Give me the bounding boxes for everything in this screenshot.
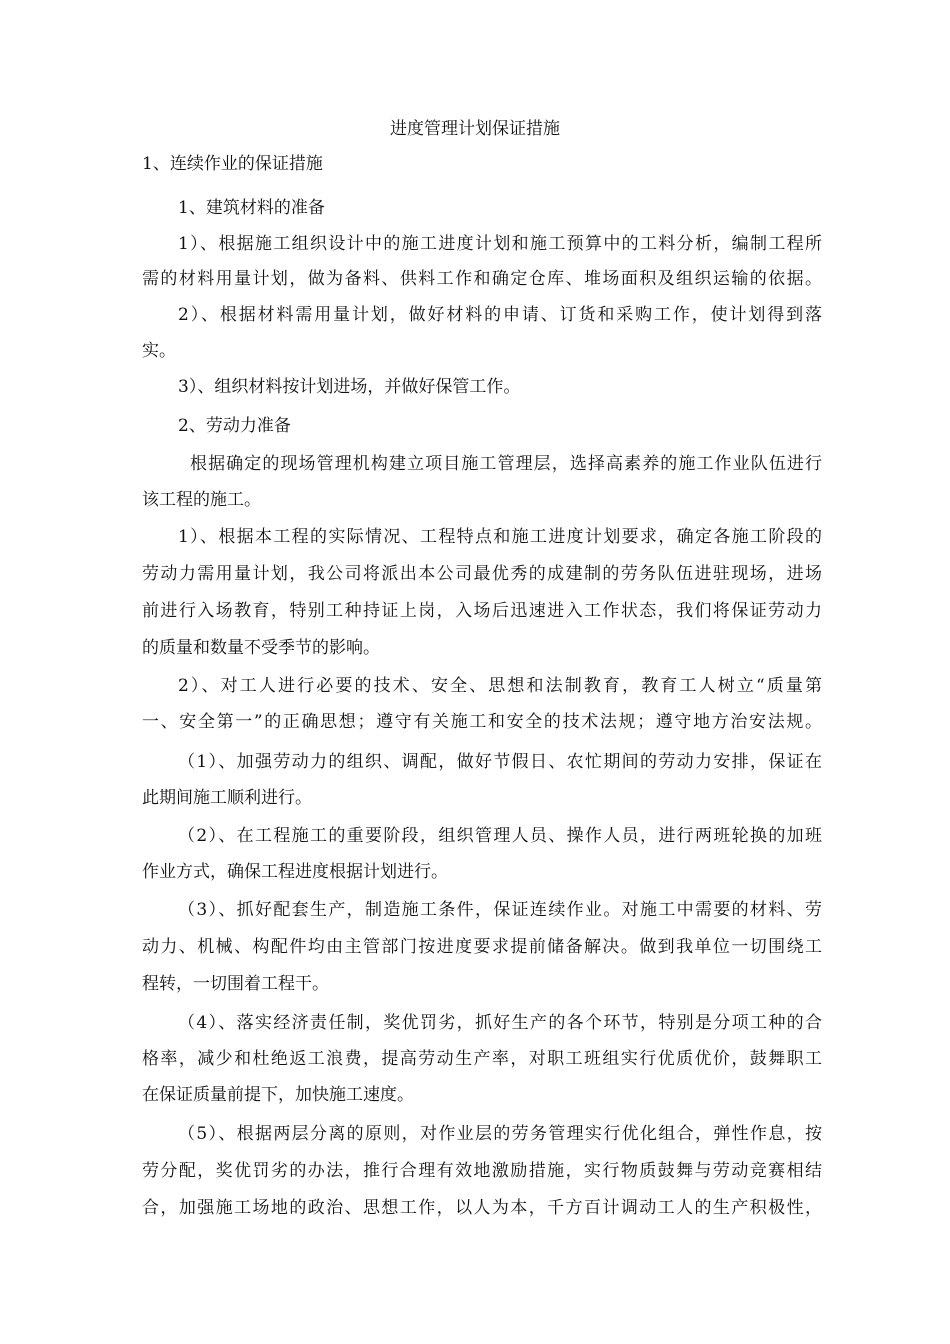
paragraph-line: 在保证质量前提下，加快施工速度。 [142, 1085, 414, 1105]
paragraph-line: 需的材料用量计划，做为备料、供料工作和确定仓库、堆场面积及组织运输的依据。 [142, 269, 822, 289]
paragraph-line: 实。 [142, 341, 176, 361]
paragraph-line: 劳分配，奖优罚劣的办法，推行合理有效地激励措施，实行物质鼓舞与劳动竞赛相结 [142, 1161, 822, 1181]
paragraph-line: （1）、加强劳动力的组织、调配，做好节假日、农忙期间的劳动力安排，保证在 [178, 752, 822, 772]
paragraph-line: （5）、根据两层分离的原则，对作业层的劳务管理实行优化组合，弹性作息，按 [178, 1124, 822, 1144]
subsection-heading: 2、劳动力准备 [178, 416, 291, 436]
paragraph-line: （4）、落实经济责任制，奖优罚劣，抓好生产的各个环节，特别是分项工种的合 [178, 1013, 822, 1033]
paragraph-line: 根据确定的现场管理机构建立项目施工管理层，选择高素养的施工作业队伍进行 [190, 454, 822, 474]
paragraph-line: 1）、根据本工程的实际情况、工程特点和施工进度计划要求，确定各施工阶段的 [178, 527, 822, 547]
paragraph-line: 程转，一切围着工程干。 [142, 974, 329, 994]
paragraph-line: （3）、抓好配套生产，制造施工条件，保证连续作业。对施工中需要的材料、劳 [178, 900, 822, 920]
paragraph-line: 此期间施工顺利进行。 [142, 788, 312, 808]
paragraph-line: （2）、在工程施工的重要阶段，组织管理人员、操作人员，进行两班轮换的加班 [178, 826, 822, 846]
section-heading: 1、连续作业的保证措施 [142, 154, 323, 174]
paragraph-line: 3）、组织材料按计划进场，并做好保管工作。 [178, 377, 521, 397]
document-title: 进度管理计划保证措施 [390, 119, 560, 139]
paragraph-line: 前进行入场教育，特别工种持证上岗，入场后迅速进入工作状态，我们将保证劳动力 [142, 601, 822, 621]
paragraph-line: 劳动力需用量计划，我公司将派出本公司最优秀的成建制的劳务队伍进驻现场，进场 [142, 564, 822, 584]
paragraph-line: 作业方式，确保工程进度根据计划进行。 [142, 862, 448, 882]
paragraph-line: 该工程的施工。 [142, 490, 261, 510]
paragraph-line: 2）、根据材料需用量计划，做好材料的申请、订货和采购工作，使计划得到落 [178, 305, 822, 325]
subsection-heading: 1、建筑材料的准备 [178, 198, 325, 218]
paragraph-line: 格率，减少和杜绝返工浪费，提高劳动生产率，对职工班组实行优质优价，鼓舞职工 [142, 1049, 822, 1069]
paragraph-line: 合，加强施工场地的政治、思想工作，以人为本，千方百计调动工人的生产积极性， [142, 1198, 822, 1218]
paragraph-line: 的质量和数量不受季节的影响。 [142, 638, 380, 658]
paragraph-line: 动力、机械、构配件均由主管部门按进度要求提前储备解决。做到我单位一切围绕工 [142, 937, 822, 957]
paragraph-line: 2）、对工人进行必要的技术、安全、思想和法制教育，教育工人树立“质量第 [178, 676, 822, 696]
paragraph-line: 一、安全第一”的正确思想；遵守有关施工和安全的技术法规；遵守地方治安法规。 [142, 712, 822, 732]
paragraph-line: 1）、根据施工组织设计中的施工进度计划和施工预算中的工料分析，编制工程所 [178, 234, 822, 254]
